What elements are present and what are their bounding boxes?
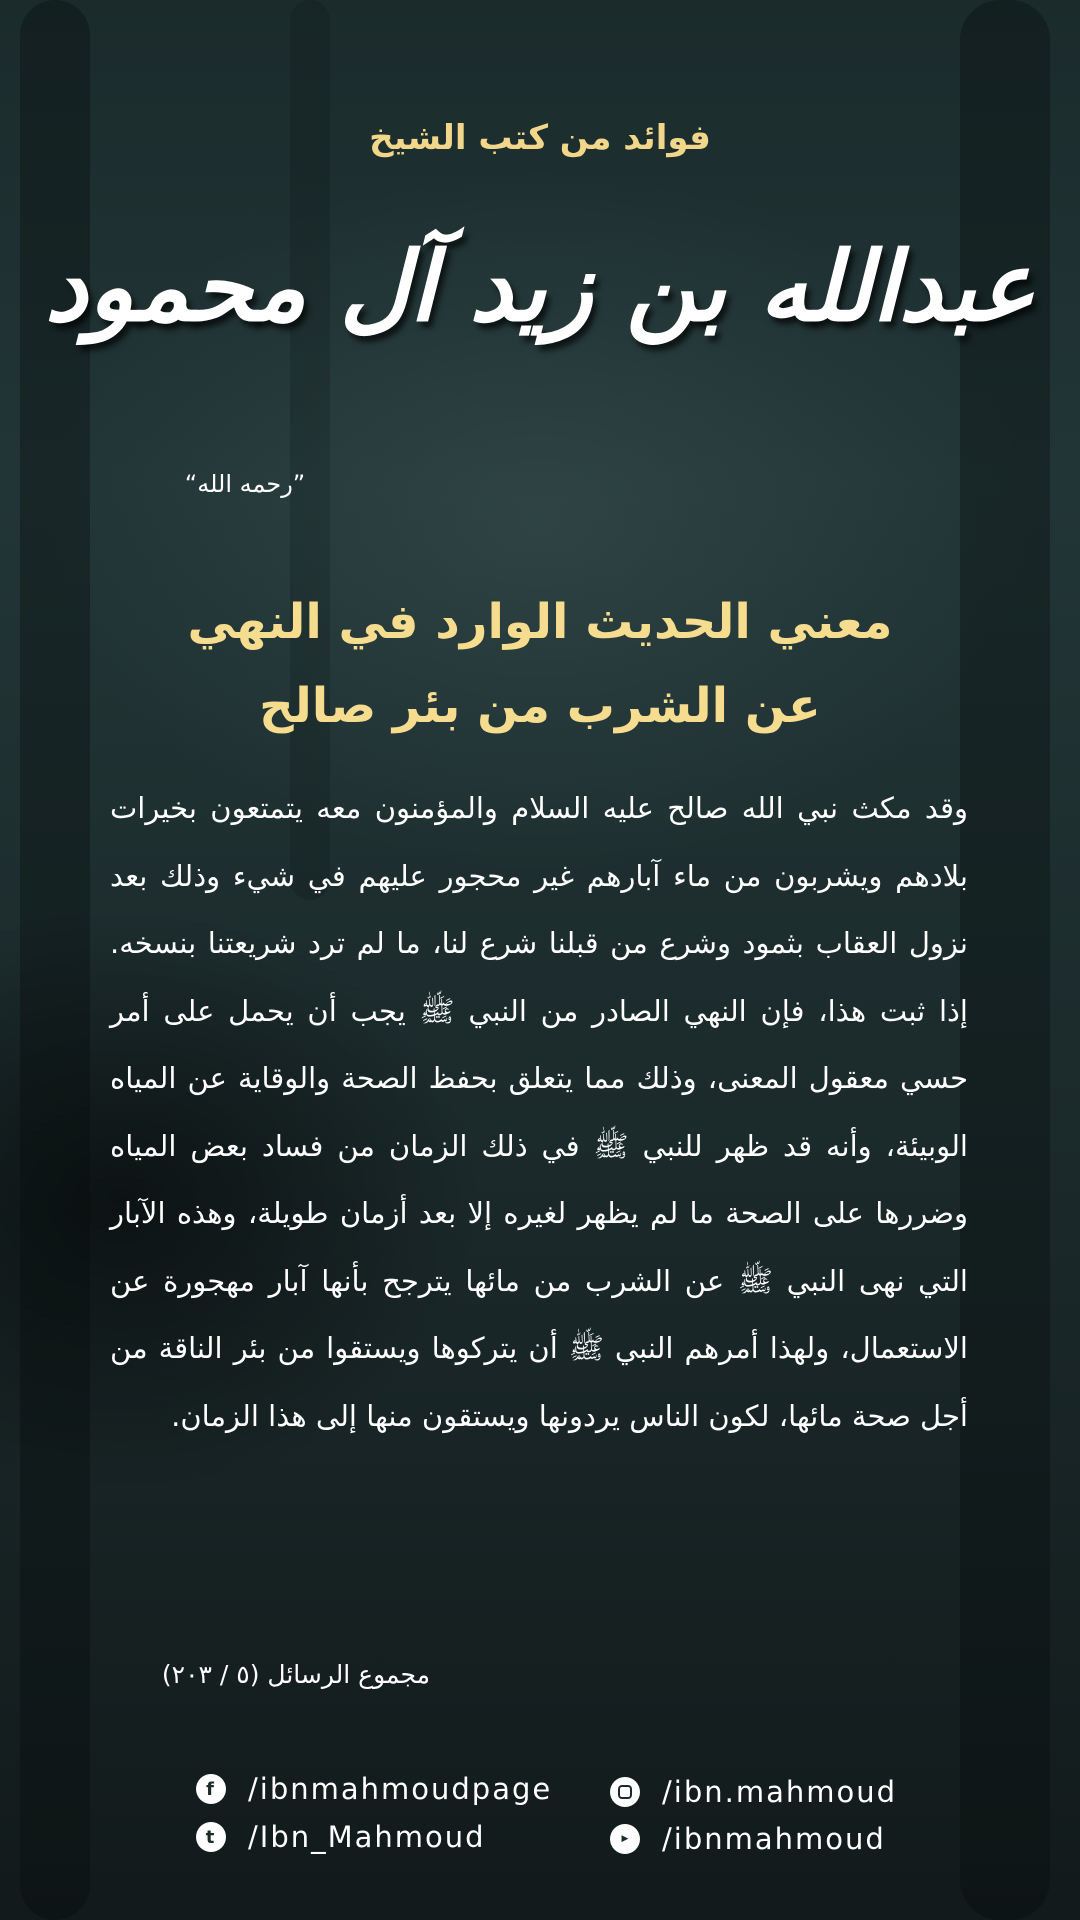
social-instagram[interactable] <box>610 1775 897 1809</box>
article-body: وقد مكث نبي الله صالح عليه السلام والمؤمنون معه يتمتعون بخيرات بلادهم ويشربون من ماء آبارهم غير محجور عليهم في شيء وذلك بعد نزول العقاب بثمود وشرع من قبلنا شرع لنا، ما لم ترد شريعتنا بنسخه. إذا ثبت هذا، فإن النهي الصادر من النبي ﷺ يجب أن يحمل على أمر حسي معقول المعنى، وذلك مما يتعلق بحفظ الصحة والوقاية عن المياه الوبيئة، وأنه قد ظهر للنبي ﷺ في ذلك الزمان من فساد بعض المياه وضررها على الصحة ما لم يظهر لغيره إلا بعد أزمان طويلة، وهذه الآبار التي نهى النبي ﷺ عن الشرب من مائها يترجح بأنها آبار مهجورة عن الاستعمال، ولهذا أمرهم النبي ﷺ أن يتركوها ويستقوا من بئر الناقة من أجل صحة مائها، لكون الناس يردونها ويستقون منها إلى هذا الزمان. <box>110 791 968 1433</box>
social-facebook[interactable] <box>196 1772 552 1806</box>
sheikh-name-calligraphy: عبدالله بن زيد آل محمود <box>44 230 1036 343</box>
article-title <box>0 580 1080 748</box>
article-title-line2: عن الشرب من بئر صالح <box>259 678 821 734</box>
instagram-icon <box>610 1777 640 1807</box>
twitter-icon: t <box>196 1822 226 1852</box>
social-youtube[interactable] <box>610 1822 886 1856</box>
youtube-handle: /ibnmahmoud <box>662 1822 886 1856</box>
twitter-handle: /Ibn_Mahmoud <box>248 1820 486 1854</box>
social-twitter[interactable] <box>196 1820 486 1854</box>
facebook-handle: /ibnmahmoudpage <box>248 1772 553 1806</box>
instagram-handle: /ibn.mahmoud <box>662 1775 898 1809</box>
rahimahu-allah-label: ”رحمه الله“ <box>184 470 306 498</box>
article-title-line1: معني الحديث الوارد في النهي <box>187 594 893 650</box>
header-kicker: فوائد من كتب الشيخ <box>369 118 711 158</box>
source-reference: مجموع الرسائل (٥ / ٢٠٣) <box>161 1660 430 1689</box>
youtube-icon: ▶ <box>610 1824 640 1854</box>
facebook-icon: f <box>196 1774 226 1804</box>
